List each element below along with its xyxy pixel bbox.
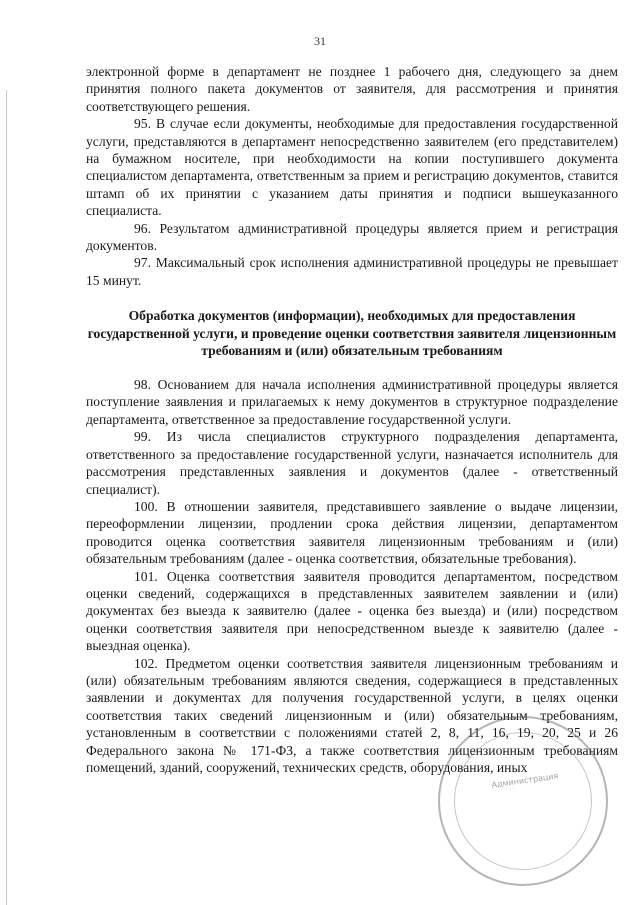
paragraph-100: 100. В отношении заявителя, представившего заявление о выдаче лицензии, переоформлении лицензии, продлении срока действия лицензии, департаментом проводится оценка соответствия заявителя лицензионным требованиям и (или) обязательным требованиям (далее - оценка соответствия, обязательные требования). bbox=[86, 498, 618, 567]
paragraph-96: 96. Результатом административной процедуры является прием и регистрация документов. bbox=[86, 220, 618, 254]
paragraph-98: 98. Основанием для начала исполнения административной процедуры является поступление заявления и прилагаемых к нему документов в структурное подразделение департамента, ответственное за предоставление государственной услуги. bbox=[86, 377, 618, 427]
paragraph-97: 97. Максимальный срок исполнения административной процедуры не превышает 15 минут. bbox=[86, 255, 618, 288]
page-number: 31 bbox=[314, 34, 326, 48]
paragraph-95: 95. В случае если документы, необходимые для предоставления государственной услуги, представляются в департамент непосредственно заявителем (его представителем) на бумажном носителе, при необходимости на копии поступившего документа специалистом департамента, ответственным за прием и регистрацию документов, ставится штамп об их принятии с указанием даты принятия и подписи вышеуказанного специалиста. bbox=[86, 116, 618, 219]
section-heading: Обработка документов (информации), необходимых для предоставления государственной услуги, и проведение оценки соответствия заявителя лицензионным требованиям и (или) обязательным требованиям bbox=[87, 308, 617, 359]
stamp-text: Администрация bbox=[491, 771, 559, 790]
document-body bbox=[86, 63, 618, 776]
official-seal-stamp bbox=[438, 716, 608, 886]
paragraph-99: 99. Из числа специалистов структурного подразделения департамента, ответственного за предоставление государственной услуги, назначается исполнитель для рассмотрения представленных заявления и документов (далее - ответственный специалист). bbox=[86, 429, 618, 497]
paragraph-101: 101. Оценка соответствия заявителя проводится департаментом, посредством оценки сведений, содержащихся в представленных заявителем заявлении и (или) документах без выезда к заявителю (далее - оценка без выезда) и (или) посредством оценки соответствия заявителя при непосредственном выезде к заявителю (далее - выездная оценка). bbox=[86, 568, 618, 654]
paragraph-continuation: электронной форме в департамент не позднее 1 рабочего дня, следующего за днем принятия полного пакета документов от заявителя, для рассмотрения и принятия соответствующего решения. bbox=[86, 64, 618, 114]
paragraph-102: 102. Предметом оценки соответствия заявителя лицензионным требованиям и (или) обязательным требованиям являются сведения, содержащиеся в представленных заявлении и документах для получения государственной услуги, в целях оценки соответствия таких сведений лицензионным и (или) обязательным требованиям, установленным в соответствии с положениями статей 2, 8, 11, 16, 19, 20, 25 и 26 Федерального закона № 171-ФЗ, а также соответствия лицензионным требованиям помещений, зданий, сооружений, технических средств, оборудования, иных bbox=[86, 655, 618, 775]
scan-edge-line bbox=[6, 90, 7, 905]
